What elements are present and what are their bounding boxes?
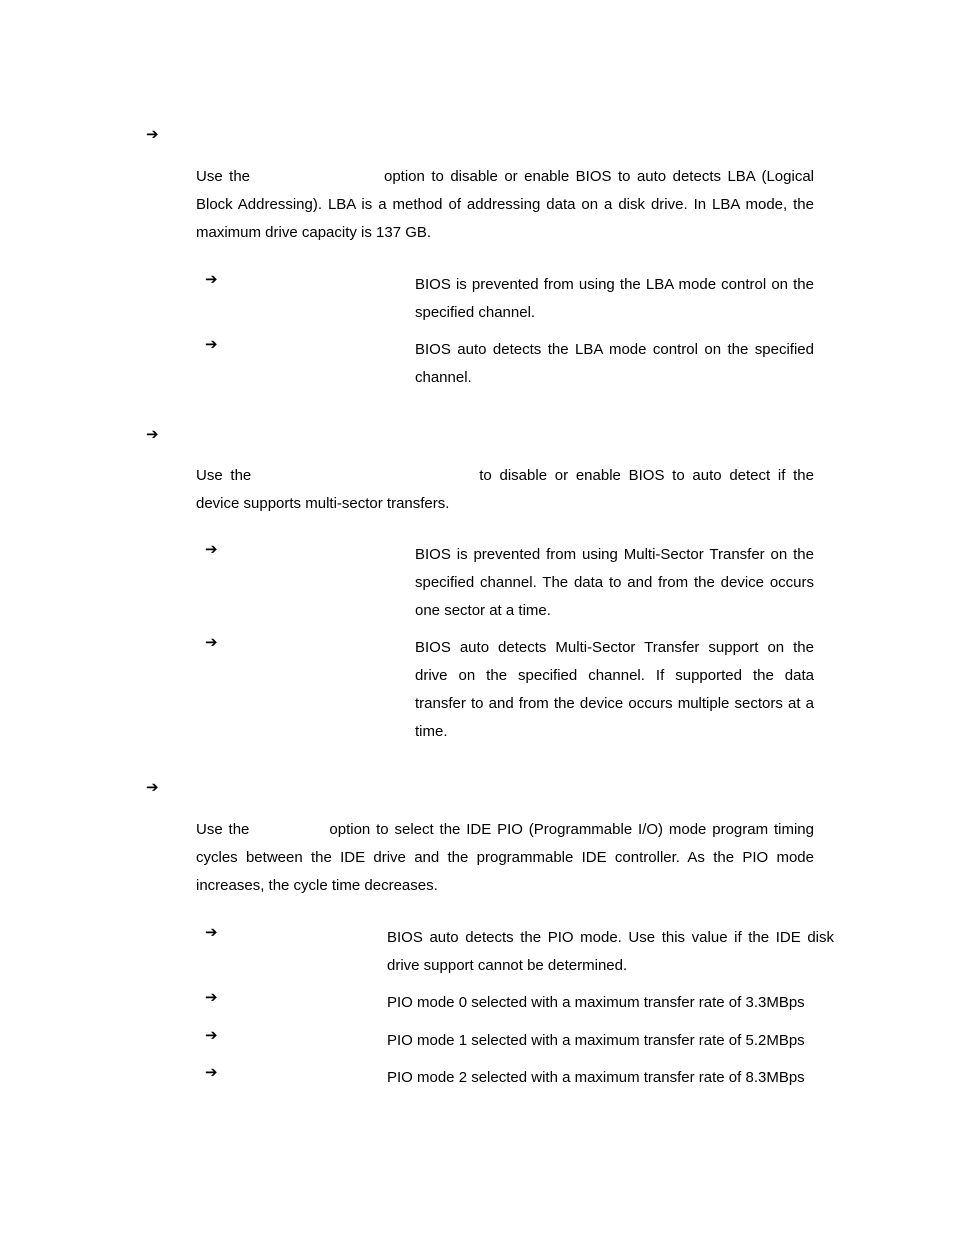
section-3-arrow-icon: ➔ [146, 778, 159, 796]
section-2-option-2-arrow-icon: ➔ [205, 633, 218, 651]
section-3-option-2-arrow-icon: ➔ [205, 988, 218, 1006]
section-1-arrow-icon: ➔ [146, 125, 159, 143]
section-3-option-3-arrow-icon: ➔ [205, 1026, 218, 1044]
section-2-intro-post: to disable or enable BIOS to auto detect if the device supports multi-sector transfers. [196, 467, 814, 512]
section-1-intro-post: option to disable or enable BIOS to auto detects LBA (Logical Block Addressing). LBA is a method of addressing data on a disk drive. In LBA mode, the maximum drive capacity is 137 GB. [196, 168, 814, 241]
section-3-option-1-desc: BIOS auto detects the PIO mode. Use this value if the IDE disk drive support cannot be determined. [387, 929, 834, 974]
section-3-option-2-desc: PIO mode 0 selected with a maximum transfer rate of 3.3MBps [387, 994, 805, 1011]
section-3-option-4-arrow-icon: ➔ [205, 1063, 218, 1081]
section-1-intro [196, 163, 814, 247]
section-3-option-1-arrow-icon: ➔ [205, 923, 218, 941]
section-3-intro-pre: Use the [196, 821, 250, 838]
section-1-option-2-desc: BIOS auto detects the LBA mode control on the specified channel. [415, 341, 814, 386]
section-2-intro-pre: Use the [196, 467, 252, 484]
section-3-option-3-desc: PIO mode 1 selected with a maximum transfer rate of 5.2MBps [387, 1032, 805, 1049]
section-3-intro-post: option to select the IDE PIO (Programmable I/O) mode program timing cycles between the IDE drive and the programmable IDE controller. As the PIO mode increases, the cycle time decreases. [196, 821, 814, 894]
section-2-option-1-arrow-icon: ➔ [205, 540, 218, 558]
section-2-intro [196, 462, 814, 518]
section-1-intro-pre: Use the [196, 168, 250, 185]
section-1-option-1-arrow-icon: ➔ [205, 270, 218, 288]
section-3-intro [196, 816, 814, 900]
section-2-option-1-desc: BIOS is prevented from using Multi-Sector Transfer on the specified channel. The data to and from the device occurs one sector at a time. [415, 546, 814, 619]
section-2-arrow-icon: ➔ [146, 425, 159, 443]
section-2-option-2-desc: BIOS auto detects Multi-Sector Transfer support on the drive on the specified channel. If supported the data transfer to and from the device occurs multiple sectors at a time. [415, 639, 814, 740]
section-3-option-4-desc: PIO mode 2 selected with a maximum transfer rate of 8.3MBps [387, 1069, 805, 1086]
section-1-option-2-arrow-icon: ➔ [205, 335, 218, 353]
section-1-option-1-desc: BIOS is prevented from using the LBA mode control on the specified channel. [415, 276, 814, 321]
